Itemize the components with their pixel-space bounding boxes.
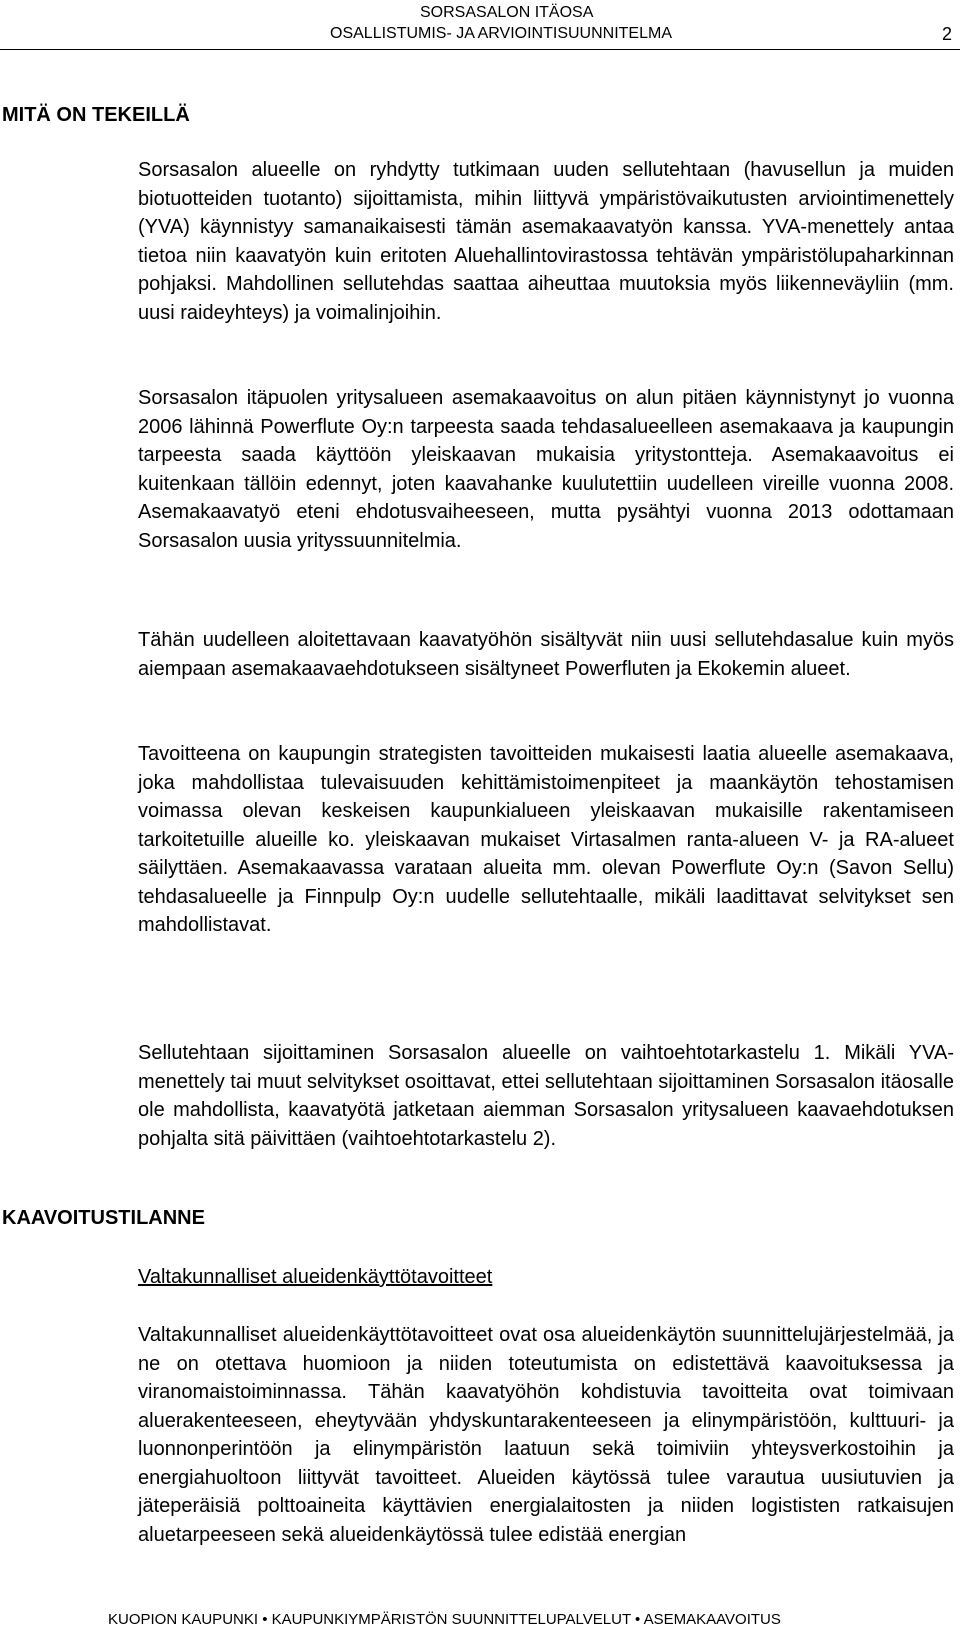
subheading-valtakunnalliset: Valtakunnalliset alueidenkäyttötavoitteet <box>138 1266 493 1288</box>
paragraph-1: Sorsasalon alueelle on ryhdytty tutkimaan uuden sellutehtaan (havusellun ja muiden biotuotteiden tuotanto) sijoittamista, mihin liittyvä ympäristövaikutusten arviointimenettely (YVA) käynnistyy samanaikaisesti tämän asemakaavatyön kanssa. YVA-menettely antaa tietoa niin kaavatyön kuin eritoten Aluehallintovirastossa tehtävän ympäristölupaharkinnan pohjaksi. Mahdollinen sellutehdas saattaa aiheuttaa muutoksia myös liikenneväyliin (mm. uusi raideyhteys) ja voimalinjoihin. <box>138 159 954 324</box>
paragraph-4: Tavoitteena on kaupungin strategisten tavoitteiden mukaisesti laatia alueelle asemakaava, joka mahdollistaa tulevaisuuden kehittämistoimenpiteet ja maankäytön tehostamisen voimassa olevan keskeisen kaupunkialueen yleiskaavan mukaisille rakentamiseen tarkoitetuille alueille ko. yleiskaavan mukaiset Virtasalmen ranta-alueen V- ja RA-alueet säilyttäen. Asemakaavassa varataan alueita mm. olevan Powerflute Oy:n (Savon Sellu) tehdasalueelle ja Finnpulp Oy:n uudelle sellutehtaalle, mikäli laadittavat selvitykset sen mahdollistavat. <box>138 743 954 936</box>
header-title: SORSASALON ITÄOSA <box>420 4 594 21</box>
paragraph-5: Sellutehtaan sijoittaminen Sorsasalon alueelle on vaihtoehtotarkastelu 1. Mikäli YVA-menettely tai muut selvitykset osoittavat, ettei sellutehtaan sijoittaminen Sorsasalon itäosalle ole mahdollista, kaavatyötä jatketaan aiemman Sorsasalon yritysalueen kaavaehdotuksen pohjalta sitä päivittäen (vaihtoehtotarkastelu 2). <box>138 1042 954 1150</box>
page-number: 2 <box>941 24 952 44</box>
paragraph-2: Sorsasalon itäpuolen yritysalueen asemakaavoitus on alun pitäen käynnistynyt jo vuonna 2006 lähinnä Powerflute Oy:n tarpeesta saada tehdasalueelleen asemakaava ja kaupungin tarpeesta saada käyttöön yleiskaavan mukaisia yritystontteja. Asemakaavoitus ei kuitenkaan tällöin edennyt, joten kaavahanke kuulutettiin uudelleen vireille vuonna 2008. Asemakaavatyö eteni ehdotusvaiheeseen, mutta pysähtyi vuonna 2013 odottamaan Sorsasalon uusia yrityssuunnitelmia. <box>138 387 954 552</box>
header-subtitle: OSALLISTUMIS- JA ARVIOINTISUUNNITELMA <box>330 25 672 42</box>
paragraph-3: Tähän uudelleen aloitettavaan kaavatyöhön sisältyvät niin uusi sellutehdasalue kuin myös aiempaan asemakaavaehdotukseen sisältyneet Powerfluten ja Ekokemin alueet. <box>138 629 954 680</box>
section-title-kaavoitustilanne: KAAVOITUSTILANNE <box>2 1207 205 1229</box>
section-title-mita-on-tekeilla: MITÄ ON TEKEILLÄ <box>2 104 190 126</box>
paragraph-6: Valtakunnalliset alueidenkäyttötavoitteet ovat osa alueidenkäytön suunnittelujärjestelmää, ja ne on otettava huomioon ja niiden toteutumista on edistettävä kaavoituksessa ja viranomaistoiminnassa. Tähän kaavatyöhön kohdistuvia tavoitteita ovat toimivaan aluerakenteeseen, eheytyvään yhdyskuntarakenteeseen ja elinympäristöön, kulttuuri- ja luonnonperintöön ja elinympäristön laatuun sekä toimiviin yhteysverkostoihin ja energiahuoltoon liittyvät tavoitteet. Alueiden käytössä tulee varautua uusiutuvien ja jäteperäisiä polttoaineita käyttävien energialaitosten ja niiden logististen ratkaisujen aluetarpeeseen sekä alueidenkäytössä tulee edistää energian <box>138 1324 954 1546</box>
header-divider <box>0 49 960 50</box>
page-footer: KUOPION KAUPUNKI • KAUPUNKIYMPÄRISTÖN SUUNNITTELUPALVELUT • ASEMAKAAVOITUS <box>108 1611 781 1628</box>
